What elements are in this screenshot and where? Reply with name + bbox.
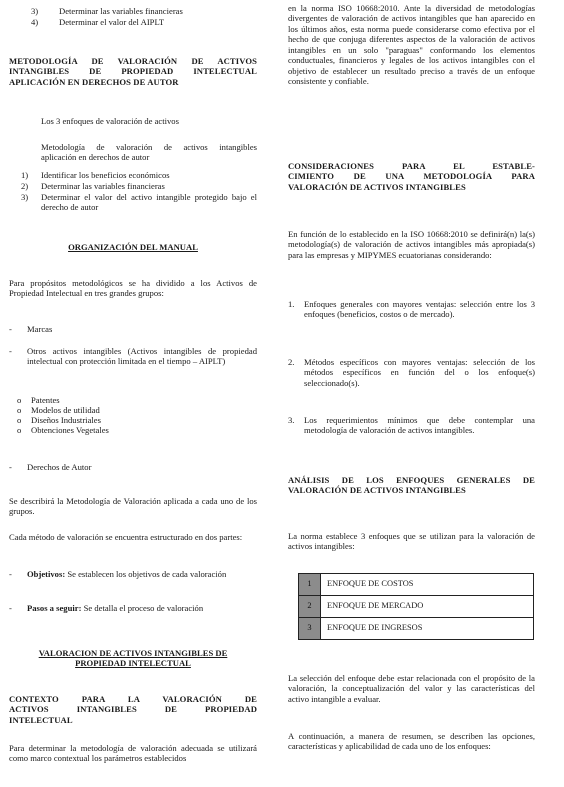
row-label: ENFOQUE DE COSTOS bbox=[321, 574, 534, 596]
analysis-heading bbox=[288, 475, 535, 496]
heading-line: PROPIEDAD INTELECTUAL bbox=[75, 658, 191, 669]
methodology-subtitle bbox=[41, 142, 257, 163]
item-number: 2. bbox=[288, 357, 295, 367]
step-item bbox=[21, 192, 257, 213]
row-number: 1 bbox=[299, 574, 321, 596]
considerations-paragraph: En función de lo establecido en la ISO 10668:2010 se definirá(n) la(s) metodología(s) de valoración de activos intangibles más apropiada(s) para las empresas y MIPYMES ecuatorianas considerando: bbox=[288, 229, 535, 260]
step-item bbox=[21, 170, 257, 180]
sub-item bbox=[17, 395, 237, 405]
heading-line: VALORACIÓN DE ACTIVOS INTANGIBLES bbox=[288, 181, 466, 192]
dash-bullet: - bbox=[9, 603, 12, 613]
heading-line: CIMIENTO DE UNA METODOLOGÍA PARA bbox=[288, 171, 535, 182]
group-item bbox=[9, 346, 257, 367]
dash-bullet: - bbox=[9, 462, 12, 472]
subtitle-line: aplicación en derechos de autor bbox=[41, 152, 150, 163]
circle-bullet: o bbox=[17, 415, 22, 425]
sub-item bbox=[17, 405, 237, 415]
consideration-item bbox=[288, 299, 535, 320]
organization-heading: ORGANIZACIÓN DEL MANUAL bbox=[68, 242, 198, 252]
group-item bbox=[9, 324, 257, 334]
item-text: Los requerimientos mínimos que debe contemplar una metodología de valoración de activos intangibles. bbox=[304, 415, 535, 436]
item-number: 3. bbox=[288, 415, 295, 425]
consideration-item bbox=[288, 415, 535, 436]
step-text: Determinar el valor del activo intangible protegido bajo el derecho de autor bbox=[41, 192, 257, 213]
row-number: 2 bbox=[299, 596, 321, 618]
describe-paragraph: Se describirá la Metodología de Valoración aplicada a cada uno de los grupos. bbox=[9, 496, 257, 517]
step-item bbox=[21, 181, 257, 191]
sub-item-text: Patentes bbox=[31, 395, 60, 405]
heading-line: INTELECTUAL bbox=[9, 714, 73, 725]
iso-paragraph: en la norma ISO 10668:2010. Ante la diversidad de metodologías divergentes de valoración de activos intangibles que han aparecido en los últimos años, esta norma puede considerarse como efectiva por el hecho de que conjuga diferentes aspectos de la valoración de activos intangibles en un solo "paraguas" conformando los elementos conductuales, financieros y legales de los activos intangibles con el objetivo de establecer un resultado preciso a través de un enfoque consistente y confiable. bbox=[288, 3, 535, 87]
list-item bbox=[31, 17, 257, 27]
step-text: Determinar las variables financieras bbox=[41, 181, 165, 191]
title-line: APLICACIÓN EN DERECHOS DE AUTOR bbox=[9, 76, 179, 87]
title-line: METODOLOGÍA DE VALORACIÓN DE ACTIVOS bbox=[9, 56, 257, 66]
summary-paragraph: A continuación, a manera de resumen, se describen las opciones, características y aplicabilidad de cada uno de los enfoques: bbox=[288, 731, 535, 752]
row-label: ENFOQUE DE INGRESOS bbox=[321, 618, 534, 640]
group-text: Otros activos intangibles (Activos intangibles de propiedad intelectual con protección limitada en el tiempo – AIPLT) bbox=[27, 346, 257, 367]
dash-bullet: - bbox=[9, 346, 12, 356]
approaches-table bbox=[298, 573, 534, 640]
heading-line: VALORACIÓN DE ACTIVOS INTANGIBLES bbox=[288, 485, 466, 496]
sub-item bbox=[17, 415, 237, 425]
step-number: 1) bbox=[21, 170, 29, 180]
list-number: 3) bbox=[31, 6, 39, 16]
subtitle-line: Metodología de valoración de activos intangibles bbox=[41, 142, 257, 152]
table-row bbox=[299, 574, 534, 596]
dash-bullet: - bbox=[9, 324, 12, 334]
steps-label: Pasos a seguir: bbox=[27, 603, 82, 613]
circle-bullet: o bbox=[17, 405, 22, 415]
structure-paragraph: Cada método de valoración se encuentra estructurado en dos partes: bbox=[9, 532, 243, 542]
valuation-heading bbox=[9, 648, 257, 669]
heading-line: CONSIDERACIONES PARA EL ESTABLE- bbox=[288, 161, 535, 171]
objectives-text: Se establecen los objetivos de cada valoración bbox=[65, 569, 227, 579]
selection-paragraph: La selección del enfoque debe estar relacionada con el propósito de la valoración, la conceptualización del valor y las características del activo intangible a evaluar. bbox=[288, 673, 535, 704]
group-item bbox=[9, 462, 257, 472]
methodology-title bbox=[9, 56, 257, 87]
sub-item-text: Modelos de utilidad bbox=[31, 405, 100, 415]
list-number: 4) bbox=[31, 17, 39, 27]
sub-item-text: Obtenciones Vegetales bbox=[31, 425, 109, 435]
circle-bullet: o bbox=[17, 425, 22, 435]
circle-bullet: o bbox=[17, 395, 22, 405]
row-label: ENFOQUE DE MERCADO bbox=[321, 596, 534, 618]
sub-item bbox=[17, 425, 237, 435]
list-text: Determinar las variables financieras bbox=[59, 6, 183, 16]
heading-line: ANÁLISIS DE LOS ENFOQUES GENERALES DE bbox=[288, 475, 535, 485]
row-number: 3 bbox=[299, 618, 321, 640]
consideration-item bbox=[288, 357, 535, 388]
analysis-paragraph: La norma establece 3 enfoques que se utilizan para la valoración de activos intangibles: bbox=[288, 531, 535, 552]
part-item bbox=[9, 603, 257, 613]
step-text: Identificar los beneficios económicos bbox=[41, 170, 170, 180]
heading-line: ACTIVOS INTANGIBLES DE PROPIEDAD bbox=[9, 704, 257, 715]
table-row bbox=[299, 618, 534, 640]
context-heading bbox=[9, 694, 257, 725]
list-text: Determinar el valor del AIPLT bbox=[59, 17, 165, 27]
list-item bbox=[31, 6, 257, 16]
context-paragraph: Para determinar la metodología de valoración adecuada se utilizará como marco contextual los parámetros establecidos bbox=[9, 743, 257, 764]
heading-line: CONTEXTO PARA LA VALORACIÓN DE bbox=[9, 694, 257, 704]
part-item bbox=[9, 569, 257, 579]
group-text: Marcas bbox=[27, 324, 53, 334]
dash-bullet: - bbox=[9, 569, 12, 579]
organization-paragraph: Para propósitos metodológicos se ha dividido a los Activos de Propiedad Intelectual en tres grandes grupos: bbox=[9, 278, 257, 299]
considerations-heading bbox=[288, 161, 535, 192]
item-number: 1. bbox=[288, 299, 295, 309]
step-number: 2) bbox=[21, 181, 29, 191]
sub-item-text: Diseños Industriales bbox=[31, 415, 101, 425]
title-line: INTANGIBLES DE PROPIEDAD INTELECTUAL bbox=[9, 66, 257, 77]
group-text: Derechos de Autor bbox=[27, 462, 92, 472]
item-text: Métodos específicos con mayores ventajas: selección de los métodos específicos en función del o los enfoque(s) seleccionado(s). bbox=[304, 357, 535, 388]
table-row bbox=[299, 596, 534, 618]
approaches-subtitle: Los 3 enfoques de valoración de activos bbox=[41, 116, 179, 126]
steps-text: Se detalla el proceso de valoración bbox=[81, 603, 204, 613]
heading-line: VALORACION DE ACTIVOS INTANGIBLES DE bbox=[38, 648, 228, 658]
objectives-label: Objetivos: bbox=[27, 569, 66, 579]
step-number: 3) bbox=[21, 192, 29, 202]
item-text: Enfoques generales con mayores ventajas: selección entre los 3 enfoques (beneficios, costos o de mercado). bbox=[304, 299, 535, 320]
